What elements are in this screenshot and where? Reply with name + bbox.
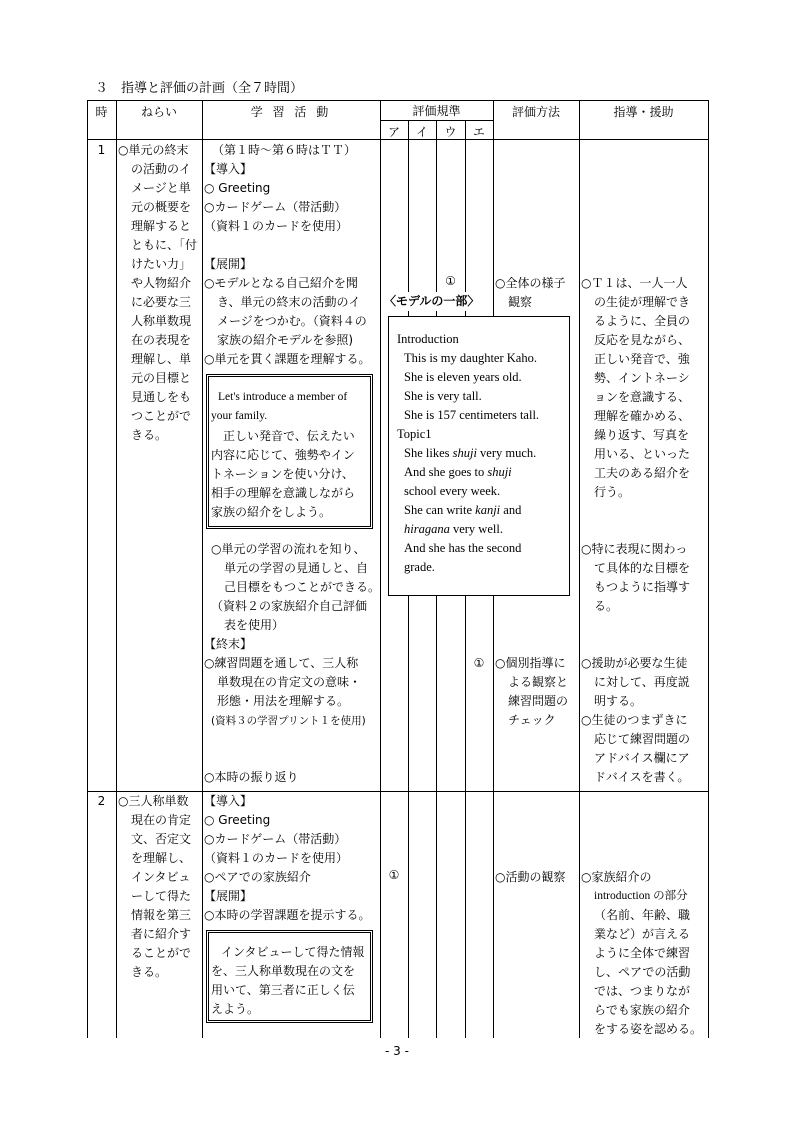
- row1-hour: 1: [97, 143, 106, 157]
- header-criteria-e: エ: [472, 125, 485, 139]
- header-criteria-u: ウ: [444, 125, 457, 139]
- header-criteria: 評価規準: [412, 104, 461, 118]
- header-hour: 時: [95, 105, 108, 119]
- header-activity: 学 習 活 動: [250, 105, 332, 119]
- header-criteria-i: イ: [415, 125, 428, 139]
- header-method: 評価方法: [511, 105, 560, 119]
- row1-model-box: Introduction This is my daughter Kaho. She is eleven years old. She is very tall. She is 157 centimeters tall. Topic1 She likes shuji very much. And she goes to shuji school every week. She can write kanji and hiragana very well. And she has the second grade.: [388, 316, 570, 596]
- header-guidance: 指導・援助: [613, 105, 674, 119]
- row2-task-box: インタビューして得た情報 を、三人称単数現在の文を 用いて、第三者に正しく伝 えよう。: [206, 930, 373, 1023]
- row1-mark-e: ①: [473, 656, 485, 670]
- page-number: - 3 -: [385, 1044, 409, 1058]
- row1-model-label: 〈モデルの一部〉: [384, 292, 481, 311]
- row1-task-box: Let's introduce a member of your family. 正しい発音で、伝えたい 内容に応じて、強勢やイン トネーションを使い分け、 相手の理解を意識しながら 家族の紹介をしよう。: [206, 374, 373, 529]
- row1-activity-end: ○本時の振り返り: [204, 770, 299, 784]
- section-title: ３ 指導と評価の計画（全７時間）: [95, 81, 304, 96]
- row1-mark-u: ①: [445, 274, 456, 288]
- row2-mark-a: ①: [388, 868, 400, 882]
- header-criteria-a: ア: [387, 125, 400, 139]
- row2-hour: 2: [97, 794, 106, 808]
- header-aim: ねらい: [140, 105, 177, 119]
- row2-method: ○活動の観察: [495, 870, 566, 884]
